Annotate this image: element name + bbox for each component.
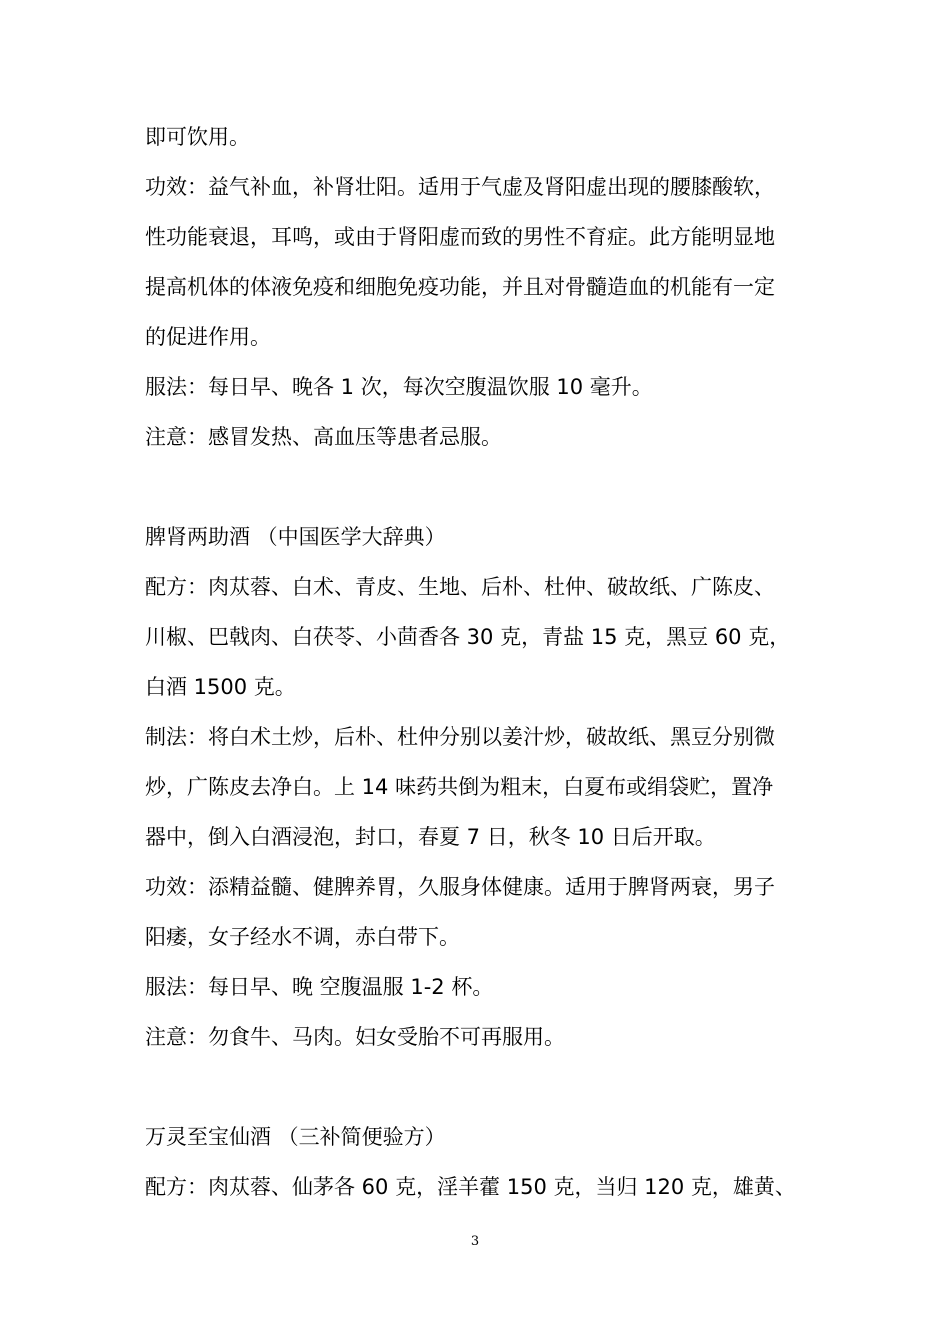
- document-body: [145, 112, 820, 1212]
- text-line: 川椒、巴戟肉、白茯苓、小茴香各 30 克，青盐 15 克，黑豆 60 克，: [145, 625, 791, 649]
- text-line: 配方：肉苁蓉、白术、青皮、生地、后朴、杜仲、破故纸、广陈皮、: [145, 575, 775, 599]
- text-line: 配方：肉苁蓉、仙茅各 60 克，淫羊藿 150 克，当归 120 克，雄黄、: [145, 1175, 796, 1199]
- text-line: 即可饮用。: [145, 125, 250, 149]
- recipe-title: 万灵至宝仙酒 （三补简便验方）: [145, 1125, 446, 1149]
- page-number: 3: [470, 1234, 480, 1249]
- text-line: 的促进作用。: [145, 325, 271, 349]
- text-line: 服法：每日早、晚各 1 次，每次空腹温饮服 10 毫升。: [145, 375, 653, 399]
- text-line: 功效：添精益髓、健脾养胃，久服身体健康。适用于脾肾两衰，男子: [145, 875, 775, 899]
- recipe-title: 脾肾两助酒 （中国医学大辞典）: [145, 525, 446, 549]
- text-line: 白酒 1500 克。: [145, 675, 296, 699]
- text-line: 制法：将白术土炒，后朴、杜仲分别以姜汁炒，破故纸、黑豆分别微: [145, 725, 775, 749]
- paragraph-gap: [145, 1062, 820, 1112]
- text-line: 注意：感冒发热、高血压等患者忌服。: [145, 425, 502, 449]
- text-line: 功效：益气补血，补肾壮阳。适用于气虚及肾阳虚出现的腰膝酸软，: [145, 175, 775, 199]
- text-line: 服法：每日早、晚 空腹温服 1-2 杯。: [145, 975, 494, 999]
- paragraph-gap: [145, 462, 820, 512]
- text-line: 器中，倒入白酒浸泡，封口，春夏 7 日，秋冬 10 日后开取。: [145, 825, 716, 849]
- text-line: 注意：勿食牛、马肉。妇女受胎不可再服用。: [145, 1025, 565, 1049]
- text-line: 性功能衰退，耳鸣，或由于肾阳虚而致的男性不育症。此方能明显地: [145, 225, 775, 249]
- text-line: 阳痿，女子经水不调，赤白带下。: [145, 925, 460, 949]
- text-line: 炒，广陈皮去净白。上 14 味药共倒为粗末，白夏布或绢袋贮，置净: [145, 775, 774, 799]
- text-line: 提高机体的体液免疫和细胞免疫功能，并且对骨髓造血的机能有一定: [145, 275, 775, 299]
